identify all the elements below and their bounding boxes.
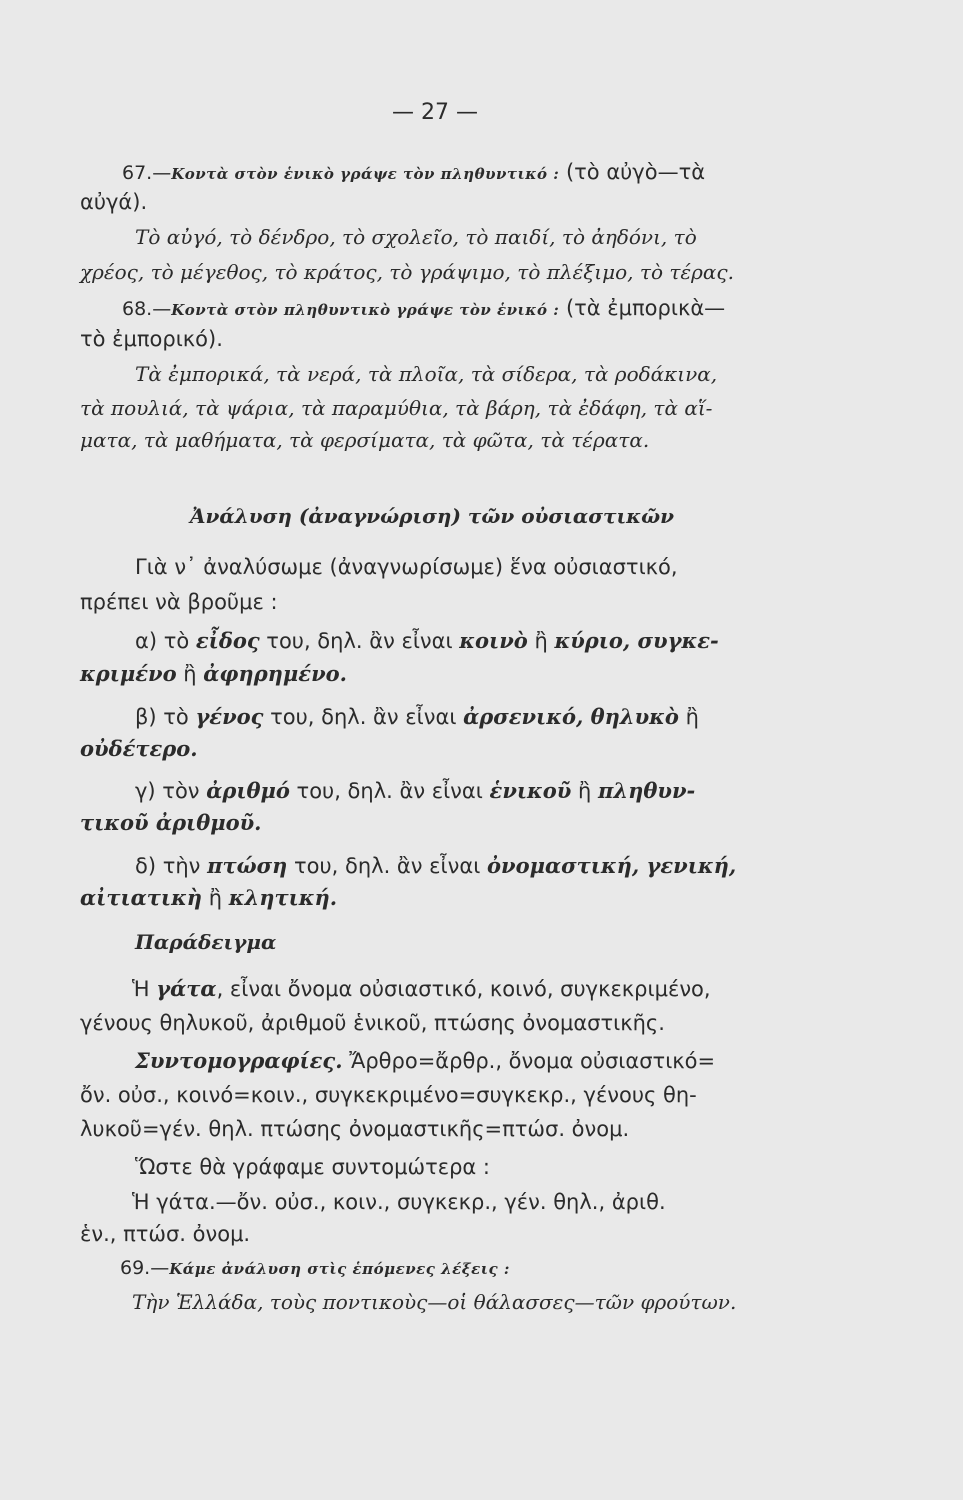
example-keyword: γάτα	[156, 976, 217, 1001]
criterion-c	[135, 777, 695, 805]
criterion-keyword: ἀφηρημένο.	[203, 661, 347, 686]
example-line	[132, 975, 711, 1003]
criterion-keyword: πτώση	[207, 853, 288, 878]
exercise-words-line: Τὰ ἐμπορικά, τὰ νερά, τὰ πλοῖα, τὰ σίδερα, τὰ ροδάκινα,	[135, 362, 718, 386]
exercise-example-cont: τὸ ἐμπορικό).	[80, 327, 223, 351]
exercise-words-line: ματα, τὰ μαθήματα, τὰ φερσίματα, τὰ φῶτα, τὰ τέρατα.	[80, 428, 650, 452]
criterion-text: ἢ	[527, 629, 555, 653]
exercise-69-heading	[120, 1253, 510, 1283]
criterion-c-cont	[80, 809, 261, 837]
criterion-a-cont	[80, 660, 347, 688]
criterion-text: β) τὸ	[135, 705, 196, 729]
criterion-keyword: ἑνικοῦ	[489, 778, 572, 803]
criterion-text: ἢ	[176, 662, 204, 686]
criterion-text: του, δηλ. ἂν εἶναι	[263, 705, 464, 729]
exercise-instruction: Κάμε ἀνάλυση στὶς ἑπόμενες λέξεις :	[169, 1260, 510, 1278]
exercise-number: 68.—	[122, 298, 172, 320]
exercise-number: 67.—	[122, 162, 172, 184]
exercise-words-line: χρέος, τὸ μέγεθος, τὸ κράτος, τὸ γράψιμο, τὸ πλέξιμο, τὸ τέρας.	[80, 260, 734, 284]
exercise-number: 69.—	[120, 1257, 170, 1279]
intro-line: Γιὰ ν᾿ ἀναλύσωμε (ἀναγνωρίσωμε) ἕνα οὐσιαστικό,	[135, 555, 678, 579]
exercise-example-cont: αὐγά).	[80, 190, 148, 214]
criterion-keyword: ἀριθμό	[206, 778, 290, 803]
exercise-words-line: Τὸ αὐγό, τὸ δένδρο, τὸ σχολεῖο, τὸ παιδί, τὸ ἀηδόνι, τὸ	[135, 225, 697, 249]
criterion-text: ἢ	[202, 886, 229, 910]
criterion-keyword: ἀρσενικό, θηλυκὸ	[463, 704, 679, 729]
criterion-text: ἢ	[571, 779, 599, 803]
criterion-keyword: κλητική.	[228, 885, 338, 910]
abbreviations-line	[135, 1047, 715, 1075]
summary-line: Ἡ γάτα.—ὄν. οὐσ., κοιν., συγκεκρ., γέν. θηλ., ἀριθ.	[132, 1190, 666, 1214]
abbreviations-line: λυκοῦ=γέν. θηλ. πτώσης ὀνομαστικῆς=πτώσ. ὀνομ.	[80, 1117, 630, 1141]
example-text: , εἶναι ὄνομα οὐσιαστικό, κοινό, συγκεκριμένο,	[216, 977, 711, 1001]
criterion-keyword: κύριο, συγκε-	[554, 628, 719, 653]
criterion-keyword: κοινὸ	[459, 628, 528, 653]
abbreviations-line: ὄν. οὐσ., κοινό=κοιν., συγκεκριμένο=συγκεκρ., γένους θη-	[80, 1083, 697, 1107]
abbreviations-text: Ἄρθρο=ἄρθρ., ὄνομα οὐσιαστικό=	[342, 1049, 716, 1073]
summary-line: ἑν., πτώσ. ὀνομ.	[80, 1222, 251, 1246]
exercise-instruction: Κοντὰ στὸν πληθυντικὸ γράψε τὸν ἑνικό :	[171, 301, 560, 319]
criterion-text: του, δηλ. ἂν εἶναι	[259, 629, 460, 653]
criterion-keyword: κριμένο	[80, 661, 177, 686]
exercise-words-line: τὰ πουλιά, τὰ ψάρια, τὰ παραμύθια, τὰ βάρη, τὰ ἐδάφη, τὰ αἵ-	[80, 396, 713, 420]
exercise-67-heading	[122, 158, 705, 188]
page-number: — 27 —	[392, 100, 478, 125]
criterion-keyword: γένος	[195, 704, 264, 729]
exercise-68-heading	[122, 294, 725, 324]
criterion-keyword: ὀνομαστική, γενική,	[487, 853, 737, 878]
intro-line: πρέπει νὰ βροῦμε :	[80, 590, 278, 614]
criterion-keyword: αἰτιατικὴ	[80, 885, 203, 910]
section-title: Ἀνάλυση (ἀναγνώριση) τῶν οὐσιαστικῶν	[190, 504, 675, 528]
criterion-text: του, δηλ. ἂν εἶναι	[287, 854, 487, 878]
criterion-text: δ) τὴν	[135, 854, 208, 878]
example-line: γένους θηλυκοῦ, ἀριθμοῦ ἑνικοῦ, πτώσης ὀνομαστικῆς.	[80, 1011, 665, 1035]
criterion-b-cont	[80, 735, 198, 763]
example-title: Παράδειγμα	[135, 930, 277, 954]
criterion-d-cont	[80, 884, 337, 912]
abbreviations-keyword: Συντομογραφίες.	[135, 1048, 343, 1073]
criterion-text: γ) τὸν	[135, 779, 207, 803]
criterion-text: του, δηλ. ἂν εἶναι	[289, 779, 490, 803]
criterion-keyword: πληθυν-	[598, 778, 696, 803]
exercise-example: (τὰ ἐμπορικὰ—	[565, 296, 726, 320]
exercise-instruction: Κοντὰ στὸν ἑνικὸ γράψε τὸν πληθυντικό :	[171, 165, 560, 183]
exercise-example: (τὸ αὐγὸ—τὰ	[565, 160, 706, 184]
criterion-a	[135, 627, 719, 655]
exercise-words-line: Τὴν Ἑλλάδα, τοὺς ποντικοὺς—οἱ θάλασσες—τῶν φρούτων.	[132, 1290, 737, 1314]
criterion-b	[135, 703, 699, 731]
criterion-d	[135, 852, 736, 880]
criterion-keyword: τικοῦ ἀριθμοῦ.	[80, 810, 262, 835]
example-text: Ἡ	[132, 977, 157, 1001]
criterion-keyword: εἶδος	[195, 628, 260, 653]
summary-line: Ὥστε θὰ γράφαμε συντομώτερα :	[135, 1155, 490, 1179]
criterion-keyword: οὐδέτερο.	[80, 736, 198, 761]
criterion-text: ἢ	[678, 705, 699, 729]
criterion-text: α) τὸ	[135, 629, 196, 653]
